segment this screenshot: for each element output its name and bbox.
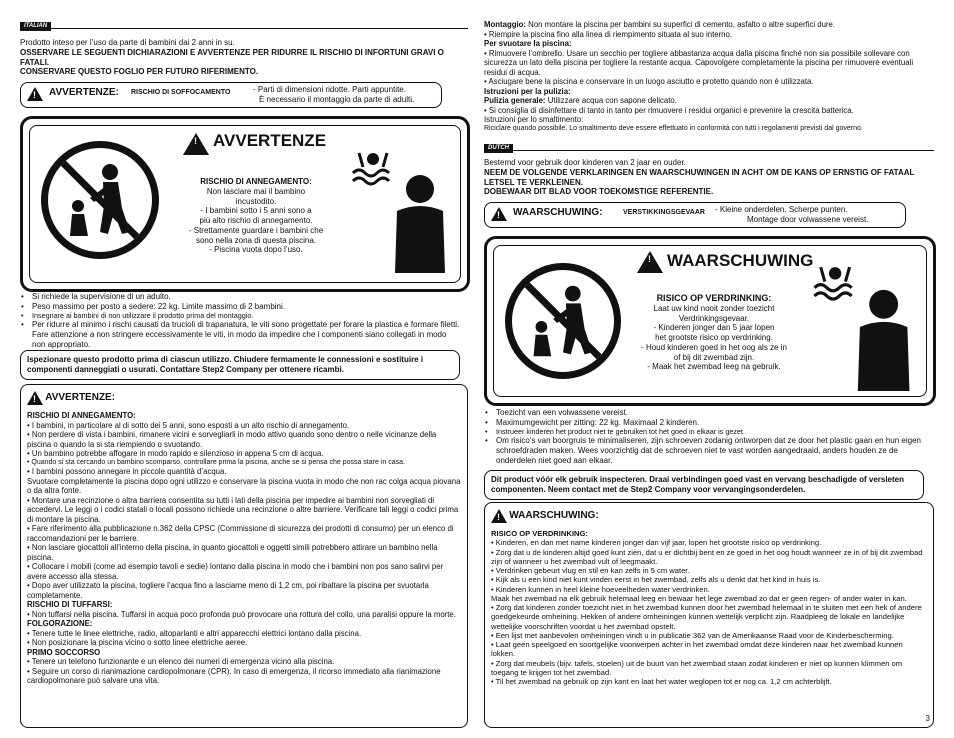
text-run: PRIMO SOCCORSO [27, 647, 101, 657]
panel-line: - I bambini sotto i 5 anni sono a più alto rischio di annegamento. [199, 206, 313, 225]
text-run: • Dopo aver utilizzato la piscina, togliere l’acqua fino a lasciarne meno di 1,2 cm, poi ribaltare la piscina per svuotarla completamente. [27, 581, 429, 600]
text-run: • Riempire la piscina fino alla linea di riempimento situata al suo interno. [484, 29, 733, 39]
text-line [27, 610, 461, 620]
text-run: • Asciugare bene la piscina e conservare in un luogo asciutto e protetto quando non è utilizzata. [484, 77, 814, 86]
text-run: • I bambini, in particolare al di sotto dei 5 anni, sono esposti a un alto rischio di annegamento. [27, 420, 350, 430]
text-line [491, 529, 927, 538]
dutch-bullets [484, 408, 934, 466]
text-run: RISCHIO DI TUFFARSI: [27, 600, 113, 610]
warning-triangle-icon [27, 391, 43, 405]
warning-box-header [491, 509, 927, 529]
italian-bullets [20, 292, 460, 350]
intro-text: Bestemd voor gebruik door kinderen van 2 jaar en ouder. [484, 158, 686, 167]
intro-text: Prodotto inteso per l’uso da parte di bambini dai 2 anni in su. [20, 38, 235, 47]
text-line [491, 538, 927, 547]
keep-sheet-statement: CONSERVARE QUESTO FOGLIO PER FUTURO RIFERIMENTO. [20, 67, 259, 77]
drowning-warning-box [484, 502, 934, 728]
text-run: Maak het zwembad na elk gebruik helemaal leeg en bewaar het lege zwembad zo dat er geen regen- of ander water in kan. [491, 593, 907, 603]
text-run: • Si consiglia di disinfettare di tanto in tanto per rimuovere i residui organici e prevenire la crescita batterica. [484, 105, 854, 115]
text-run: • Kijk als u een kind niet kunt vinden eerst in het zwembad, zelfs als u denkt dat het kind in huis is. [491, 575, 821, 585]
choking-text-2: Montage door volwassene vereist. [747, 215, 869, 224]
text-run: • I bambini possono annegare in piccole quantità d’acqua. [27, 467, 227, 477]
text-run: • Rimuovere l’ombrello. Usare un secchio per togliere abbastanza acqua dalla piscina finché non sia possibile sollevare con sicurezza un lato della piscina per togliere la restante acqua. Capovolgere completamente la piscina per rimuovere eventuali residui di acqua. [484, 48, 914, 77]
language-tag: DUTCH [484, 144, 513, 153]
text-line [27, 600, 461, 610]
text-line [491, 640, 927, 659]
text-run: RISCHIO DI ANNEGAMENTO: [27, 411, 136, 420]
warning-box-header [27, 391, 461, 411]
list-item: • Peso massimo per posto a sedere: 22 kg. Limite massimo di 2 bambini. [20, 302, 460, 312]
warning-statement: OSSERVARE LE SEGUENTI DICHIARAZIONI E AVVERTENZE PER RIDURRE IL RISCHIO DI INFORTUNI GRAVI O FATALI. [20, 47, 444, 67]
choking-subheading: VERSTIKKINGSGEVAAR [623, 209, 705, 216]
no-unattended-child-icon [41, 141, 159, 259]
inspection-text: Dit product vóór elk gebruik inspecteren. Draai verbindingen goed vast en vervang beschadigde of versleten componenten. Neem contact met de Step2 Company voor vervangingsonderdelen. [491, 475, 904, 494]
language-tag: ITALIAN [20, 22, 51, 31]
drowning-sign-panel [20, 116, 470, 292]
text-run: • Collocare i mobili (come ad esempio tavoli e sedie) lontano dalla piscina in modo che i bambini non pos sano salirvi per avere accesso alla stessa. [27, 562, 444, 581]
text-line [491, 603, 927, 631]
panel-title: WAARSCHUWING [667, 251, 814, 270]
choking-text-1: - Kleine onderdelen. Scherpe punten. [715, 205, 848, 214]
panel-line: - Kinderen jonger dan 5 jaar lopen het grootste risico op verdrinking. [653, 323, 775, 343]
panel-line: - Strettamente guardare i bambini che sono nella zona di questa piscina. [188, 225, 324, 245]
text-line [484, 77, 934, 87]
panel-line: Laat uw kind nooit zonder toezicht Verdrinkingsgevaar. [653, 303, 775, 323]
text-line [491, 575, 927, 584]
text-run: • Zorg dat kinderen zonder toezicht niet in het zwembad kunnen door het zwembad helemaal in te sluiten met een hek of andere goedgekeurde omheining. Hekken of andere omheiningen kunnen wettelijk verplicht zijn. Raadpleeg de lokale en landelijke wettelijke voorschriften voordat u het zwembad opstelt. [491, 603, 922, 631]
panel-line: - Houd kinderen goed in het oog als ze in of bij dit zwembad zijn. [641, 342, 787, 362]
text-line [491, 677, 927, 686]
text-run: • Kinderen, en dan met name kinderen jonger dan vijf jaar, lopen het grootste risico op verdrinking. [491, 538, 822, 548]
text-line [484, 115, 934, 125]
text-run: FOLGORAZIONE: [27, 619, 93, 629]
text-line [27, 411, 461, 421]
intro-block [20, 38, 460, 77]
text-line [27, 629, 461, 639]
text-line [27, 477, 461, 496]
panel-text [637, 293, 791, 372]
text-line [27, 657, 461, 667]
choking-warning-box [484, 202, 906, 228]
choking-warning-box [20, 82, 442, 108]
text-run: Svuotare completamente la piscina dopo ogni utilizzo e conservare la piscina vuota in modo che non rac colga acqua piovana o da altra fonte. [27, 476, 461, 496]
divider [20, 28, 468, 29]
list-item: • Per ridurre al minimo i rischi causati da trucioli di trapanatura, le viti sono progettate per forare la plastica e formare filetti. Fare attenzione a non stringere eccessivamente le viti, in modo da impedire che i componenti siano collegati in modo non appropriato. [20, 320, 460, 349]
text-run: • Seguire un corso di rianimazione cardiopolmonare (CPR). In caso di emergenza, il ricorso immediato alla rianimazione cardiopolmonare può salvare una vita. [27, 666, 441, 686]
choking-text-2: È necessario il montaggio da parte di adulti. [259, 95, 415, 104]
panel-line: Non lasciare mai il bambino incustodito. [206, 186, 306, 206]
text-run: • Tenere un telefono funzionante e un elenco dei numeri di emergenza vicino alla piscina. [27, 657, 335, 667]
page-number: 3 [925, 714, 930, 723]
choking-heading: AVVERTENZE: [49, 87, 119, 98]
text-run: Istruzioni per la pulizia: [484, 86, 571, 96]
warning-statement: NEEM DE VOLGENDE VERKLARINGEN EN WAARSCHUWINGEN IN ACHT OM DE KANS OP ERNSTIG OF FATAAL LETSEL TE VERKLEINEN. [484, 167, 915, 187]
list-item: • Si richiede la supervisione di un adulto. [20, 292, 460, 302]
choking-subheading: RISCHIO DI SOFFOCAMENTO [131, 89, 231, 96]
text-line [27, 648, 461, 658]
warning-box-heading: WAARSCHUWING: [509, 509, 599, 521]
text-line [27, 430, 461, 449]
text-line [27, 667, 461, 686]
text-run: • Verdrinken gebeurt vlug en stil en kan zelfs in 5 cm water. [491, 566, 690, 575]
divider [484, 150, 934, 151]
text-line [27, 619, 461, 629]
warning-triangle-icon [183, 133, 209, 155]
text-line [484, 49, 934, 78]
panel-title: AVVERTENZE [213, 131, 327, 150]
text-line [484, 96, 934, 106]
italian-continued [484, 20, 934, 133]
text-run: • Zorg dat meubels (bijv. tafels, stoelen) uit de buurt van het zwembad staan zodat kinderen er niet op kunnen klimmen om toegang te krijgen tot het zwembad. [491, 658, 903, 677]
text-line [484, 106, 934, 116]
drowning-sign-panel [484, 236, 936, 406]
text-line [27, 467, 461, 477]
text-line [484, 39, 934, 49]
dutch-header [484, 142, 934, 153]
text-line [491, 566, 927, 575]
text-line [27, 562, 461, 581]
choking-text-1: - Parti di dimensioni ridotte. Parti appuntite. [253, 85, 406, 94]
text-line [491, 631, 927, 640]
panel-line: - Piscina vuota dopo l’uso. [209, 245, 303, 255]
text-line [27, 459, 461, 468]
italian-header [20, 20, 468, 31]
text-run: • Een lijst met aanbevolen omheiningen vindt u in publicatie 362 van de Amerikaanse Raad voor de Kinderbescherming. [491, 630, 894, 640]
text-line [27, 524, 461, 543]
text-line [27, 543, 461, 562]
inspection-text: Ispezionare questo prodotto prima di ciascun utilizzo. Chiudere fermamente le connessioni e sostituire i componenti danneggiati o usurati. Contattare Step2 Company per ottenere ricambi. [27, 355, 424, 374]
warning-triangle-icon [637, 251, 663, 273]
text-line [491, 548, 927, 567]
text-run: Per svuotare la piscina: [484, 39, 572, 48]
text-run: • Non tuffarsi nella piscina. Tuffarsi in acqua poco profonda può provocare una rottura del collo, una paralisi oppure la morte. [27, 609, 456, 619]
list-item: • Om risico’s van boorgruis te minimaliseren, zijn schroeven zodanig ontworpen dat ze door het plastic gaan en hun eigen schroefdraden maken. Wees voorzichtig dat de schroeven niet te vast worden aangedraaid, anders houden ze de onderdelen niet goed aan elkaar. [484, 436, 934, 465]
text-run: Pulizia generale: [484, 96, 546, 105]
text-run: • Til het zwembad na gebruik op zijn kant en laat het water weglopen tot er nog ca. 1,2 cm achterblijft. [491, 677, 832, 686]
warning-triangle-icon [491, 207, 507, 221]
text-run: • Non perdere di vista i bambini, rimanere vicini e sorvegliarli in modo attivo quando sono dentro o nelle vicinanze della piscina o quando la si sta riempiendo o svuotando. [27, 430, 437, 449]
list-item: • Insegnare ai bambini di non utilizzare il prodotto prima del montaggio. [20, 312, 460, 321]
text-run: • Un bambino potrebbe affogare in modo rapido e silenzioso in appena 5 cm di acqua. [27, 449, 324, 458]
inspection-notice [484, 470, 924, 500]
text-run: • Non posizionare la piscina vicino o sotto linee elettriche aeree. [27, 638, 248, 648]
text-line [484, 87, 934, 97]
warning-box-body [27, 411, 461, 686]
panel-line: - Maak het zwembad leeg na gebruik. [647, 362, 781, 372]
text-line [27, 581, 461, 600]
list-item: • Maximumgewicht per zitting: 22 kg. Maximaal 2 kinderen. [484, 418, 934, 428]
text-run: Non montare la piscina per bambini su superfici di cemento, asfalto o altre superfici dure. [526, 20, 836, 29]
text-run: • Tenere tutte le linee elettriche, radio, altoparlanti e altri apparecchi elettrici lontano dalla piscina. [27, 628, 362, 638]
warning-box-heading: AVVERTENZE: [45, 391, 116, 403]
text-run: Montaggio: [484, 20, 527, 29]
text-run: Utilizzare acqua con sapone delicato. [545, 96, 677, 105]
text-line [491, 594, 927, 603]
text-line [484, 125, 934, 134]
warning-triangle-icon [491, 509, 507, 523]
supervising-adult-icon [345, 149, 455, 273]
text-line [27, 449, 461, 459]
inspection-notice [20, 350, 460, 380]
text-run: • Non lasciare giocattoli all’interno della piscina, in quanto giocattoli e oggetti simili potrebbero attirare un bambino nella piscina. [27, 543, 438, 562]
text-run: • Quando si sta cercando un bambino scomparso, controllare prima la piscina, anche se si pensa che possa stare in casa. [27, 458, 405, 466]
drowning-risk-title: RISCHIO DI ANNEGAMENTO: [200, 177, 312, 186]
text-run: • Fare riferimento alla pubblicazione n.362 della CPSC (Commissione di sicurezza dei prodotti di consumo) per un elenco di raccomandazioni per le barriere. [27, 524, 454, 543]
dutch-intro-block [484, 158, 930, 197]
text-line [484, 20, 934, 30]
text-run: Istruzioni per lo smaltimento: [484, 115, 584, 124]
text-run: • Zorg dat u de kinderen altijd goed kunt zien, dat u er dichtbij bent en ze goed in het oog houdt wanneer ze in of bij dit zwembad zijn of wanneer u het zwembad vult of leegmaakt. [491, 547, 923, 566]
list-item: • Instrueer kinderen het product niet te gebruiken tot het goed in elkaar is gezet. [484, 428, 934, 437]
text-line [484, 30, 934, 40]
supervising-adult-icon [805, 263, 921, 391]
warning-triangle-icon [27, 87, 43, 101]
text-line [491, 585, 927, 594]
text-run: • Kinderen kunnen in heel kleine hoeveelheden water verdrinken. [491, 584, 710, 594]
drowning-risk-title: RISICO OP VERDRINKING: [656, 293, 772, 303]
choking-heading: WAARSCHUWING: [513, 207, 603, 218]
text-run: Riciclare quando possibile. Lo smaltimento deve essere effettuato in conformità con tutti i regolamenti previsti dal governo. [484, 124, 863, 132]
text-run: RISICO OP VERDRINKING: [491, 529, 588, 538]
text-line [491, 659, 927, 678]
text-run: • Laat geen speelgoed en soortgelijke voorwerpen achter in het zwembad omdat deze kinderen naar het zwembad kunnen lokken. [491, 640, 903, 659]
warning-box-body [491, 529, 927, 686]
panel-text [181, 177, 331, 255]
keep-sheet-statement: DOBEWAAR DIT BLAD VOOR TOEKOMSTIGE REFERENTIE. [484, 187, 714, 197]
drowning-warning-box [20, 384, 468, 728]
no-unattended-child-icon [505, 263, 621, 379]
list-item: • Toezicht van een volwassene vereist. [484, 408, 934, 418]
text-line [27, 496, 461, 525]
text-run: • Montare una recinzione o altra barriera consentita su tutti i lati della piscina per impedire ai bambini non sorvegliati di accedervi. Le leggi o i codici statali o locali possono richiede una recinzione o altre barriere. Verificare tali leggi o codici prima di montare la piscina. [27, 495, 459, 524]
text-line [27, 638, 461, 648]
text-line [27, 421, 461, 431]
